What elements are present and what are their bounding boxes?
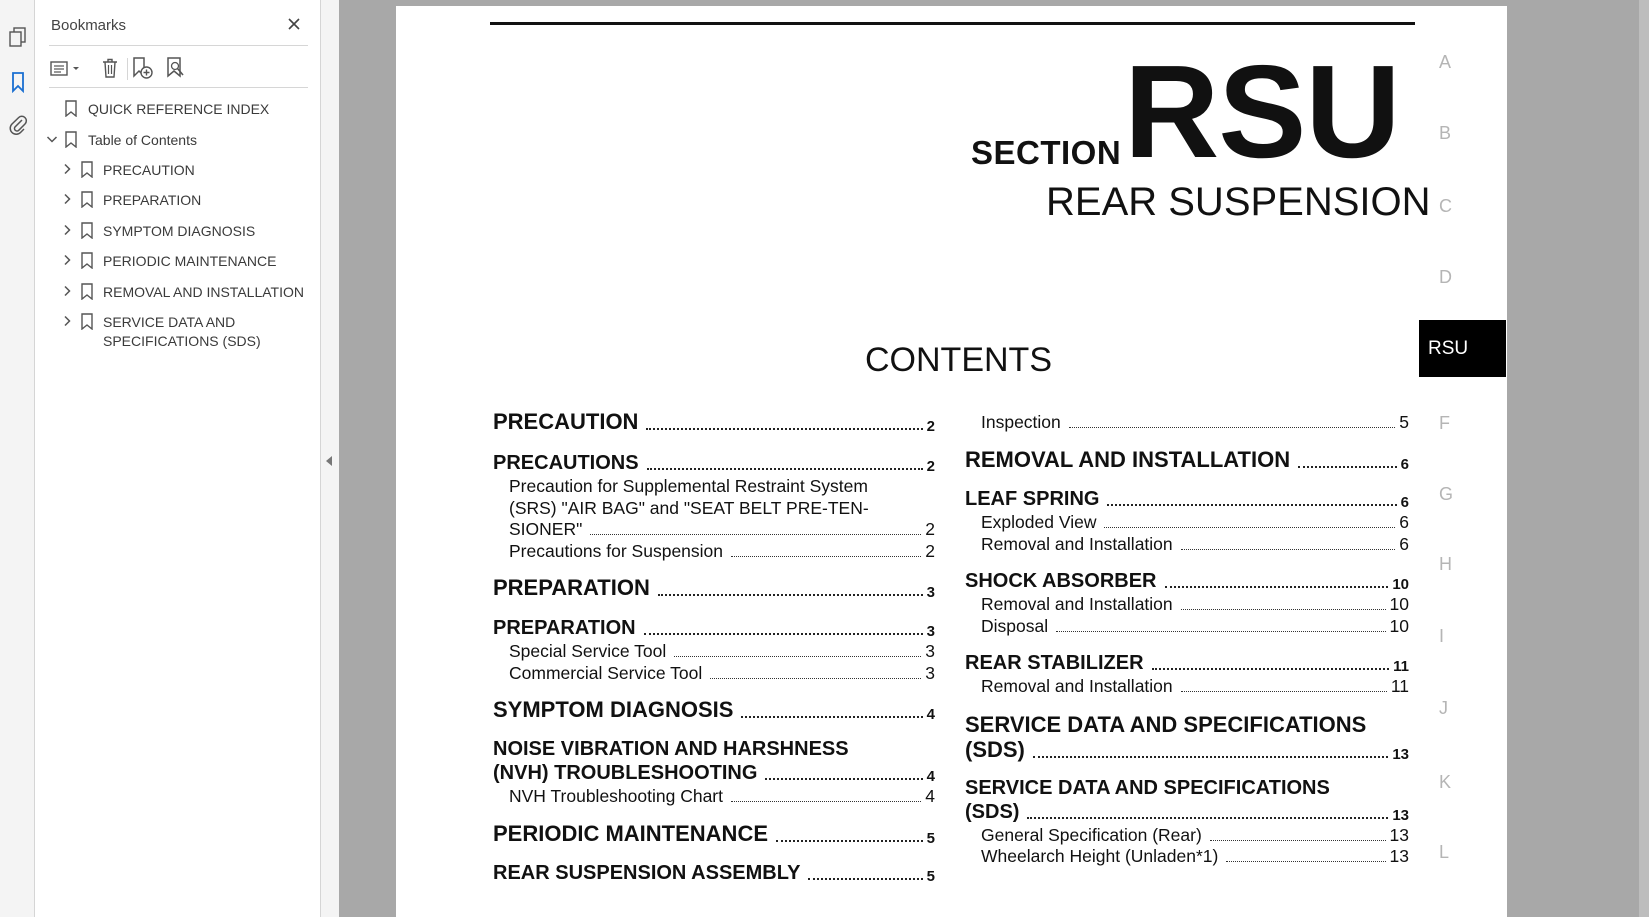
toc-entry[interactable]	[965, 488, 1409, 511]
toc-entry-title: REAR STABILIZER	[965, 652, 1144, 674]
toc-entry-page: 10	[1389, 594, 1409, 614]
bookmark-icon	[64, 100, 78, 117]
toc-entry-title: PREPARATION	[493, 617, 636, 639]
toc-entry-title: Removal and Installation	[981, 534, 1173, 554]
toc-entry-page: 4	[926, 706, 935, 723]
toc-entry-title: Removal and Installation	[981, 594, 1173, 614]
bookmark-label-line2: SPECIFICATIONS (SDS)	[103, 333, 261, 349]
toc-entry[interactable]	[509, 541, 935, 562]
toc-entry[interactable]	[509, 519, 935, 540]
chevron-right-icon[interactable]	[60, 223, 74, 237]
header-rule	[490, 22, 1415, 25]
toc-entry[interactable]	[965, 652, 1409, 675]
bookmark-icon	[80, 161, 94, 178]
tab-letter: G	[1439, 484, 1454, 504]
toc-entry-page: 13	[1392, 807, 1409, 824]
bookmark-item-service-data[interactable]	[35, 312, 319, 352]
chevron-down-icon[interactable]	[45, 132, 59, 146]
toc-entry-title[interactable]: SERVICE DATA AND SPECIFICATIONS	[965, 712, 1367, 737]
toc-entry-title: NVH Troubleshooting Chart	[509, 786, 723, 806]
toc-entry-title: (NVH) TROUBLESHOOTING	[493, 762, 758, 784]
toc-entry-title: Removal and Installation	[981, 676, 1173, 696]
toc-entry-title: Wheelarch Height (Unladen*1)	[981, 846, 1219, 866]
toc-entry-title: Precautions for Suspension	[509, 541, 724, 561]
toc-entry-title: Disposal	[981, 616, 1049, 636]
toc-entry[interactable]	[493, 697, 935, 723]
toc-entry-title: General Specification (Rear)	[981, 825, 1202, 845]
toolbar-divider	[127, 58, 128, 80]
toc-entry-title: Special Service Tool	[509, 641, 667, 661]
delete-icon[interactable]	[97, 54, 123, 82]
chevron-right-icon[interactable]	[60, 314, 74, 328]
toc-entry-page: 10	[1392, 576, 1409, 593]
toc-entry[interactable]	[493, 862, 935, 885]
toc-entry-page: 13	[1392, 746, 1409, 763]
tab-letter: K	[1439, 772, 1452, 792]
contents-heading: CONTENTS	[865, 341, 1052, 379]
bookmark-label: SERVICE DATA AND	[103, 314, 236, 330]
scrollbar[interactable]	[1639, 0, 1649, 917]
toc-entry[interactable]	[981, 412, 1409, 433]
bookmark-icon	[80, 283, 94, 300]
toc-entry[interactable]	[493, 409, 935, 435]
toc-entry[interactable]	[981, 534, 1409, 555]
toc-entry[interactable]	[509, 786, 935, 807]
bookmark-label: PRECAUTION	[103, 162, 195, 178]
tab-letter: B	[1439, 123, 1452, 143]
toc-entry-page: 2	[925, 519, 935, 539]
tab-letter: L	[1439, 842, 1450, 862]
toc-entry-title: (SDS)	[965, 737, 1025, 762]
toc-entry-title: PRECAUTIONS	[493, 452, 639, 474]
bookmark-icon	[64, 131, 78, 148]
toc-entry-title: PERIODIC MAINTENANCE	[493, 821, 769, 846]
toc-entry[interactable]	[981, 825, 1409, 846]
page-thumbnails-icon[interactable]	[5, 24, 31, 50]
toc-entry-page: 2	[925, 541, 935, 561]
divider	[49, 87, 308, 88]
toc-entry-page: 6	[1399, 534, 1409, 554]
toc-entry-page: 3	[926, 584, 935, 601]
toc-entry-page: 3	[925, 641, 935, 661]
toc-entry-title: LEAF SPRING	[965, 488, 1100, 510]
toc-entry-page: 3	[926, 623, 935, 640]
toc-entry-page: 6	[1400, 494, 1409, 511]
toc-entry-page: 6	[1400, 456, 1409, 473]
toc-entry-title: (SDS)	[965, 801, 1020, 823]
toc-entry[interactable]	[965, 801, 1409, 824]
tab-letter: H	[1439, 554, 1452, 574]
chevron-right-icon[interactable]	[60, 192, 74, 206]
tab-letter: I	[1439, 626, 1445, 646]
toc-entry-page: 11	[1393, 658, 1409, 675]
toc-entry[interactable]	[493, 617, 935, 640]
tab-letter: C	[1439, 196, 1452, 216]
toc-entry-page: 5	[1399, 412, 1409, 432]
close-icon[interactable]	[284, 14, 304, 34]
toc-entry-title: PRECAUTION	[493, 409, 639, 434]
toc-entry[interactable]	[981, 594, 1409, 615]
tab-letter: F	[1439, 413, 1450, 433]
tab-letter: A	[1439, 52, 1452, 72]
new-bookmark-icon[interactable]	[129, 54, 155, 82]
divider	[49, 45, 308, 46]
active-section-tab: RSU	[1419, 320, 1506, 377]
panel-splitter[interactable]	[321, 0, 339, 917]
toc-entry-title: SYMPTOM DIAGNOSIS	[493, 697, 734, 722]
toc-entry-title: Inspection	[981, 412, 1061, 432]
attachment-icon[interactable]	[5, 112, 31, 138]
toc-entry-page: 5	[926, 868, 935, 885]
bookmark-label: Table of Contents	[88, 132, 197, 148]
toc-entry-page: 2	[926, 458, 935, 475]
toc-entry-title[interactable]: (SRS) "AIR BAG" and "SEAT BELT PRE-TEN-	[509, 498, 869, 518]
bookmark-icon	[80, 313, 94, 330]
bookmark-icon	[80, 191, 94, 208]
toc-entry[interactable]	[493, 762, 935, 785]
toc-entry[interactable]	[981, 676, 1409, 697]
toc-entry[interactable]	[965, 447, 1409, 473]
document-viewport[interactable]	[339, 0, 1649, 917]
toc-entry-page: 2	[926, 418, 935, 435]
toc-entry-title[interactable]: SERVICE DATA AND SPECIFICATIONS	[965, 777, 1330, 799]
toc-entry[interactable]	[965, 570, 1409, 593]
toc-entry[interactable]	[493, 452, 935, 475]
chevron-right-icon[interactable]	[60, 162, 74, 176]
toc-entry-page: 6	[1399, 512, 1409, 532]
bookmark-label: REMOVAL AND INSTALLATION	[103, 284, 304, 300]
toc-entry-title: SIONER"	[509, 519, 583, 539]
bookmark-label: PREPARATION	[103, 192, 202, 208]
collapse-panel-icon[interactable]	[326, 456, 332, 466]
bookmarks-panel	[35, 0, 321, 917]
toc-entry-title[interactable]: Precaution for Supplemental Restraint System	[509, 476, 868, 496]
pdf-page	[396, 6, 1507, 917]
toc-entry-title: Exploded View	[981, 512, 1097, 532]
toc-entry-page: 13	[1389, 846, 1409, 866]
toc-entry-page: 4	[926, 768, 935, 785]
bookmark-icon	[80, 222, 94, 239]
toc-entry[interactable]	[509, 663, 935, 684]
toc-entry-title: SHOCK ABSORBER	[965, 570, 1157, 592]
toc-entry-page: 3	[925, 663, 935, 683]
section-code: RSU	[1124, 38, 1400, 185]
bookmark-label: PERIODIC MAINTENANCE	[103, 253, 277, 269]
toc-entry-page: 10	[1389, 616, 1409, 636]
chevron-right-icon[interactable]	[60, 253, 74, 267]
toc-entry[interactable]	[493, 821, 935, 847]
bookmark-search-icon[interactable]	[163, 54, 189, 82]
bookmarks-panel-title: Bookmarks	[51, 17, 127, 34]
chevron-right-icon[interactable]	[60, 284, 74, 298]
toc-entry-page: 5	[926, 830, 935, 847]
toc-entry-title: Commercial Service Tool	[509, 663, 703, 683]
bookmark-icon[interactable]	[5, 69, 31, 95]
section-title: REAR SUSPENSION	[1046, 180, 1431, 224]
toc-entry-title: PREPARATION	[493, 575, 650, 600]
toc-entry[interactable]	[493, 575, 935, 601]
toc-entry-title: REMOVAL AND INSTALLATION	[965, 447, 1291, 472]
tab-letter: D	[1439, 267, 1452, 287]
left-navigation-toolbar	[0, 0, 35, 917]
toc-entry-page: 4	[925, 786, 935, 806]
toc-entry[interactable]	[981, 512, 1409, 533]
bookmark-icon	[80, 252, 94, 269]
toc-entry[interactable]	[965, 737, 1409, 763]
toc-entry[interactable]	[981, 846, 1409, 867]
toc-entry-title[interactable]: NOISE VIBRATION AND HARSHNESS	[493, 738, 849, 760]
section-label: SECTION	[971, 134, 1122, 171]
toc-entry[interactable]	[981, 616, 1409, 637]
options-menu-icon[interactable]	[49, 54, 83, 82]
toc-entry-page: 11	[1390, 676, 1409, 696]
toc-entry-title: REAR SUSPENSION ASSEMBLY	[493, 862, 801, 884]
toc-entry-page: 13	[1389, 825, 1409, 845]
toc-entry[interactable]	[509, 641, 935, 662]
bookmark-label: QUICK REFERENCE INDEX	[88, 101, 270, 117]
bookmark-label: SYMPTOM DIAGNOSIS	[103, 223, 256, 239]
tab-letter: J	[1439, 698, 1448, 718]
